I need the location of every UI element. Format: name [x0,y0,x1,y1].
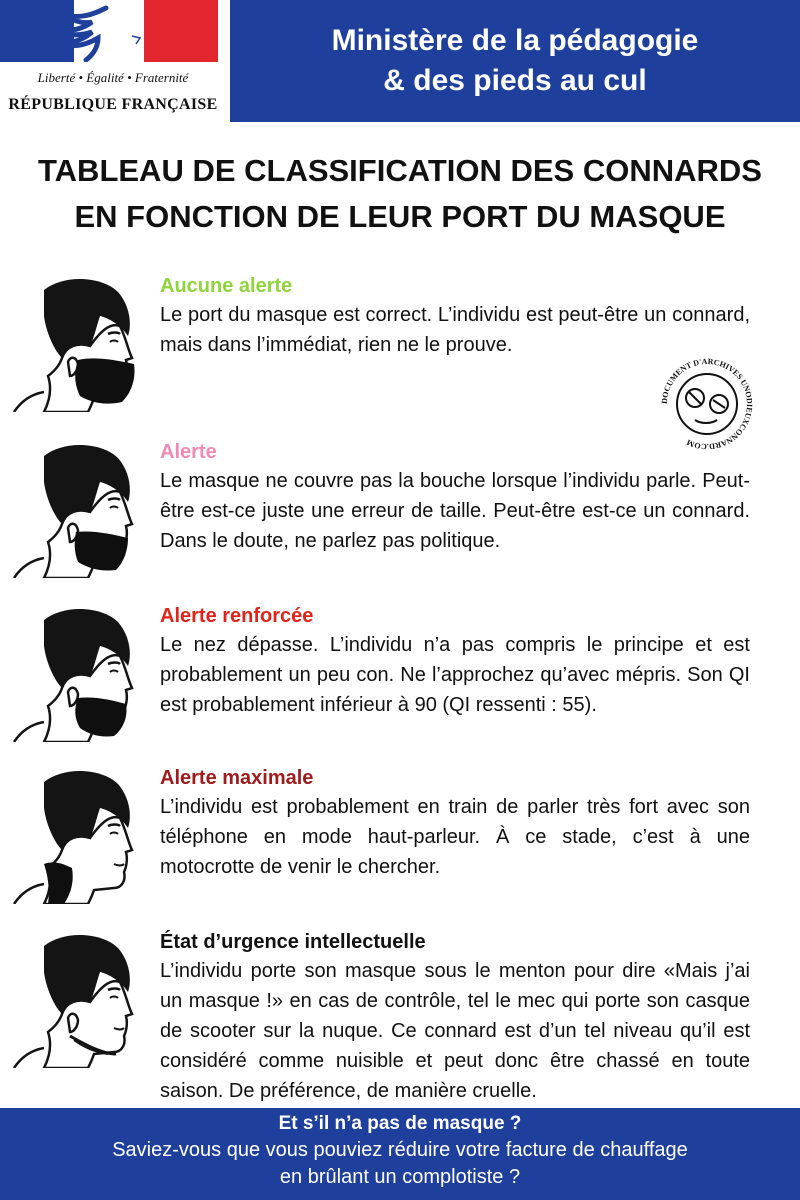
republic-motto: Liberté • Égalité • Fraternité [37,70,189,85]
face-mask-correct-icon [4,272,144,412]
alert-level-label: État d’urgence intellectuelle [160,931,426,953]
header [0,0,800,122]
ministry-title-line2: & des pieds au cul [383,64,647,97]
classification-entry-alerte-maximale [0,764,800,924]
alert-description: L’individu porte son masque sous le menton pour dire «Mais j’ai un masque !» en cas de contrôle, tel le mec qui porte son casque de scooter sur la nuque. Ce connard est d’un tel niveau qu’il est considéré comme nuisible et peut donc être chassé en toute saison. De préférence, de manière cruelle. [160,960,750,1102]
footer-answer-line1: Saviez-vous que vous pouviez réduire votre facture de chauffage [112,1139,688,1161]
ministry-title-line1: Ministère de la pédagogie [331,24,699,57]
alert-level-label: Aucune alerte [160,275,293,297]
alert-description: L’individu est probablement en train de parler très fort avec son téléphone en mode haut-parleur. À ce stade, c’est à une motocrotte de venir le chercher. [160,796,750,878]
page-title-line2: EN FONCTION DE LEUR PORT DU MASQUE [74,199,726,234]
ministry-banner [230,0,800,122]
classification-entry-urgence-intellectuelle [0,928,800,1102]
republique-francaise-label: RÉPUBLIQUE FRANÇAISE [8,96,218,113]
classification-text [160,272,750,360]
classification-entry-alerte [0,438,800,598]
tricolor-flag [0,0,218,62]
classification-text [160,602,750,720]
alert-level-label: Alerte maximale [160,767,314,789]
page-title [0,148,800,240]
face-mask-nose-out-icon [4,602,144,742]
alert-description: Le masque ne couvre pas la bouche lorsque l’individu parle. Peut-être est-ce juste une erreur de taille. Peut-être est-ce un connard. Dans le doute, ne parlez pas politique. [160,470,750,552]
classification-text [160,764,750,882]
face-mask-under-chin-icon [4,928,144,1068]
alert-level-label: Alerte [160,441,217,463]
alert-description: Le port du masque est correct. L’individu est peut-être un connard, mais dans l’immédiat, rien ne le prouve. [160,304,750,356]
archive-stamp-logo [655,352,759,456]
face-mask-on-chin-icon [4,764,144,904]
republique-logo [0,0,230,122]
classification-text [160,928,750,1106]
alert-description: Le nez dépasse. L’individu n’a pas compris le principe et est probablement un peu con. Ne l’approchez qu’avec mépris. Son QI est probablement inférieur à 90 (QI ressenti : 55). [160,634,750,716]
svg-text:DOCUMENT D'ARCHIVES UNODIEUXCO [660,357,754,451]
stamp-text: DOCUMENT D'ARCHIVES UNODIEUXCONNARD.COM [659,356,755,452]
classification-entry-alerte-renforcee [0,602,800,762]
footer-banner [0,1108,800,1200]
alert-level-label: Alerte renforcée [160,605,314,627]
page-title-line1: TABLEAU DE CLASSIFICATION DES CONNARDS [38,153,762,188]
marianne-icon [36,0,166,62]
face-mask-mouth-uncovered-icon [4,438,144,578]
footer-question: Et s’il n’a pas de masque ? [278,1113,522,1134]
footer-answer-line2: en brûlant un complotiste ? [279,1166,521,1188]
